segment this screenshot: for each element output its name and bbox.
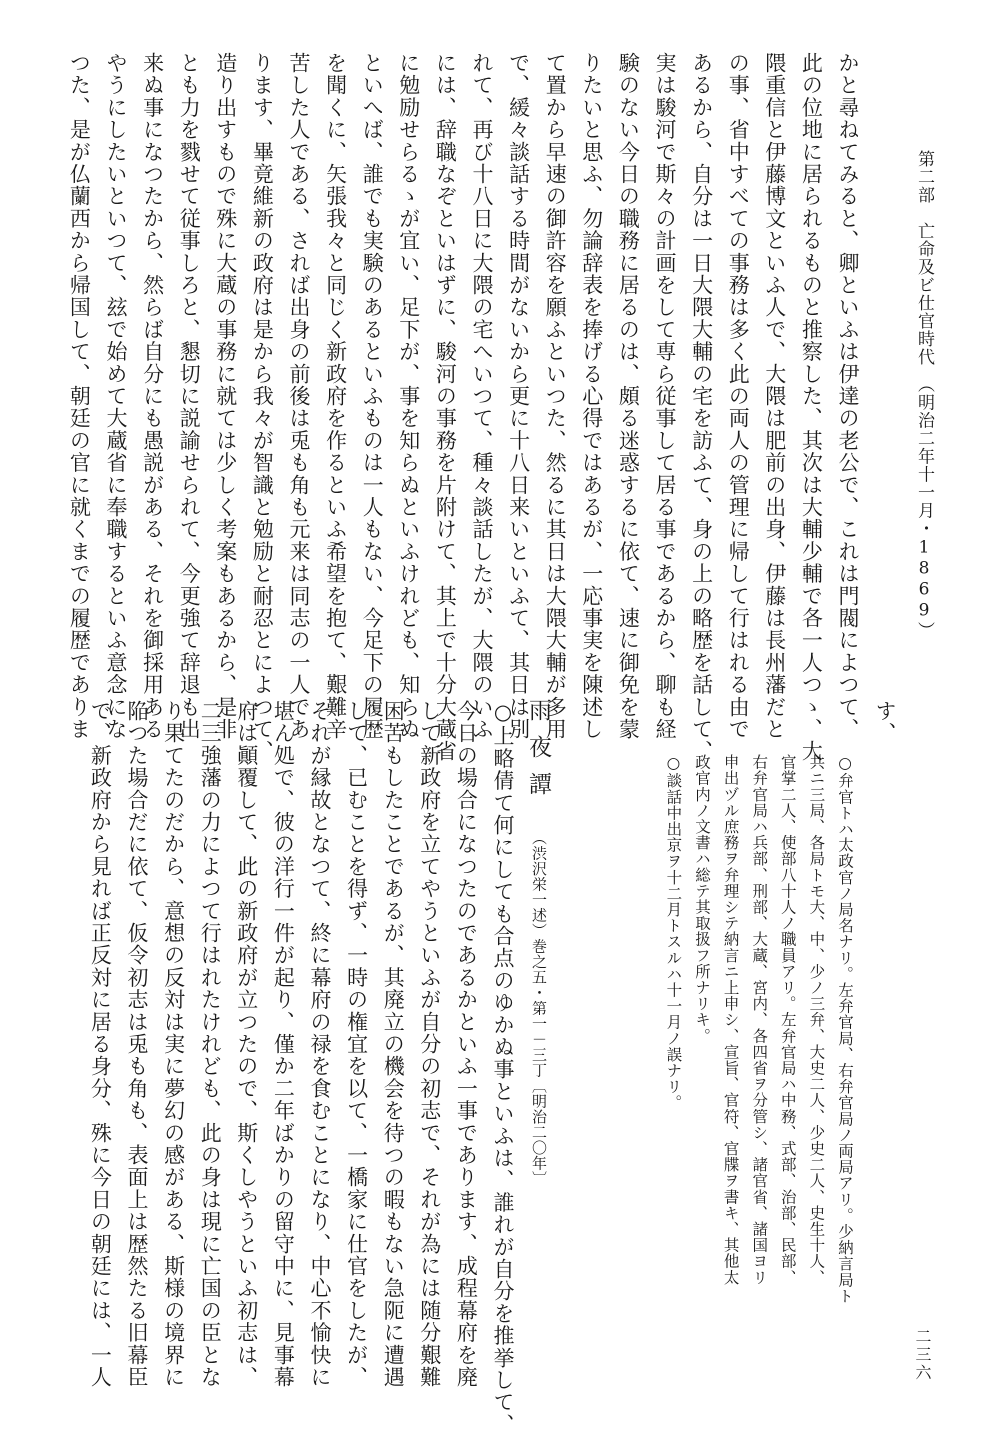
text-column: には、辞職なぞといはずに、駿河の事務を片附けて、其上で十分大蔵省 [433,52,458,763]
text-column: 苦した人である、されば出身の前後は兎も角も元来は同志の一人であ [287,52,311,741]
text-column: それが縁故となつて、終に幕府の禄を食むことになり、中心不愉快に [308,700,332,1389]
text-column: やうにしたいといつて、玆で始めて大蔵省に奉職するといふ意念にな [104,52,128,741]
text-column: で、新政府から見れば正反対に居る身分、殊に今日の朝廷には、一人 [88,700,113,1389]
text-column: 造り出すもので殊に大蔵の事務に就ては少しく考案もあるから、是非 [213,52,238,741]
text-column: 堪ん処で、彼の洋行一件が起り、僅か二年ばかりの留守中に、見事幕 [271,700,296,1389]
text-column: れて、再び十八日に大隈の宅へいつて、種々談話したが、大隈のいふ [470,52,494,741]
text-column: を聞くに、矢張我々と同じく新政府を作るといふ希望を抱て、艱難辛 [323,52,348,741]
note-line: 政官内ノ文書ハ総テ其取扱フ所ナリキ。 [693,754,711,1044]
text-column: に勉励せらるゝが宜い、足下が、事を知らぬといふけれども、知らぬ [396,52,421,741]
note-line: 官掌二人、使部八十人ノ職員アリ。左弁官局ハ中務、式部、治部、民部、 [778,754,797,1286]
text-column: りたいと思ふ、勿論辞表を捧げる心得ではあるが、一応事実を陳述し [579,52,604,741]
text-column: ○上略倩て何にしても合点のゆかぬ事といふは、誰れが自分を推挙して、 [491,700,515,1436]
text-column: で、緩々談話する時間がないから更に十八日来いといふて、其日は別 [506,52,531,741]
text-column: の事、省中すべての事務は多く此の両人の管理に帰して行はれる由で [726,52,751,741]
text-column: 来ぬ事になつたから、然らば自分にも愚説がある、それを御採用ある [140,52,165,741]
text-column: 府は顚覆して、此の新政府が立つたので、斯くしやうといふ初志は、 [234,700,259,1389]
page-number: 二三六 [913,1328,932,1382]
text-column: かと尋ねてみると、卿といふは伊達の老公で、これは門閥によつて、 [836,52,860,741]
text-column: り果てたのだから、意想の反対は実に夢幻の感がある、斯様の境界に [161,700,186,1389]
text-column: して、已むことを得ず、一時の権宜を以て、一橋家に仕官をしたが、 [344,700,369,1389]
note-line: 共ニ三局、各局トモ大、中、少ノ三弁、大史二人、少史二人、史生十人、 [807,754,826,1286]
text-column: 隈重信と伊藤博文といふ人で、大隈は肥前の出身、伊藤は長州藩だと [762,52,787,741]
note-line: ○談話中出京ヲ十二月トスルハ十一月ノ誤ナリ。 [664,754,683,1111]
note-line: 右弁官局ハ兵部、刑部、大蔵、宮内、各四省ヲ分管シ、諸官省、諸国ヨリ [750,754,769,1286]
text-column: あるから、自分は一日大隈大輔の宅を訪ふて、身の上の略歴を話して、 [689,52,714,763]
text-column: とも力を戮せて従事しろと、懇切に説諭せられて、今更強て辞退も出 [177,52,202,741]
text-column: つた、是が仏蘭西から帰国して、朝廷の官に就くまでの履歴でありま [67,52,92,741]
text-column: 実は駿河で斯々の計画をして専ら従事して居る事であるから、聊も経 [653,52,677,741]
section-title: 雨夜譚 [525,698,551,809]
text-column: 二三強藩の力によつて行はれたけれども、此の身は現に亡国の臣とな [198,700,223,1389]
note-line: 申出ヅル庶務ヲ弁理シテ納言ニ上申シ、宣旨、官符、官牒ヲ書キ、其他太 [721,754,740,1286]
text-column: といへば、誰でも実験のあるといふものは一人もない、今足下の履歴 [360,52,385,741]
text-column: して新政府を立てやうといふが自分の初志で、それが為には随分艱難 [417,700,442,1389]
text-column: て置から早速の御許容を願ふといつた、然るに其日は大隈大輔が多用 [543,52,568,741]
text-column-end: す、 [873,700,897,745]
note-line: ○弁官トハ太政官ノ局名ナリ。左弁官局、右弁官局ノ両局アリ。少納言局ト [836,754,854,1304]
text-column: 此の位地に居られるものと推察した、其次は大輔少輔で各一人つゝ、大 [799,52,824,763]
text-column: 今日の場合になつたのであるかといふ一事であります、成程幕府を廃 [454,700,479,1389]
running-head: 第二部 亡命及ビ仕官時代 （明治二年十一月・1869） [914,150,934,640]
section-subtitle: （渋沢栄一述）巻之五・第一－三丁〔明治二〇年〕 [530,830,548,1187]
text-column: 陥つた場合だに依て、仮令初志は兎も角も、表面上は歴然たる旧幕臣 [125,700,149,1389]
text-column: 験のない今日の職務に居るのは、頗る迷惑するに依て、速に御免を蒙 [616,52,641,741]
text-column: 困苦もしたことであるが、其廃立の機会を待つの暇もない急阨に遭遇 [381,700,406,1389]
text-column: ります、畢竟維新の政府は是から我々が智識と勉励と耐忍とによつて、 [250,52,275,763]
